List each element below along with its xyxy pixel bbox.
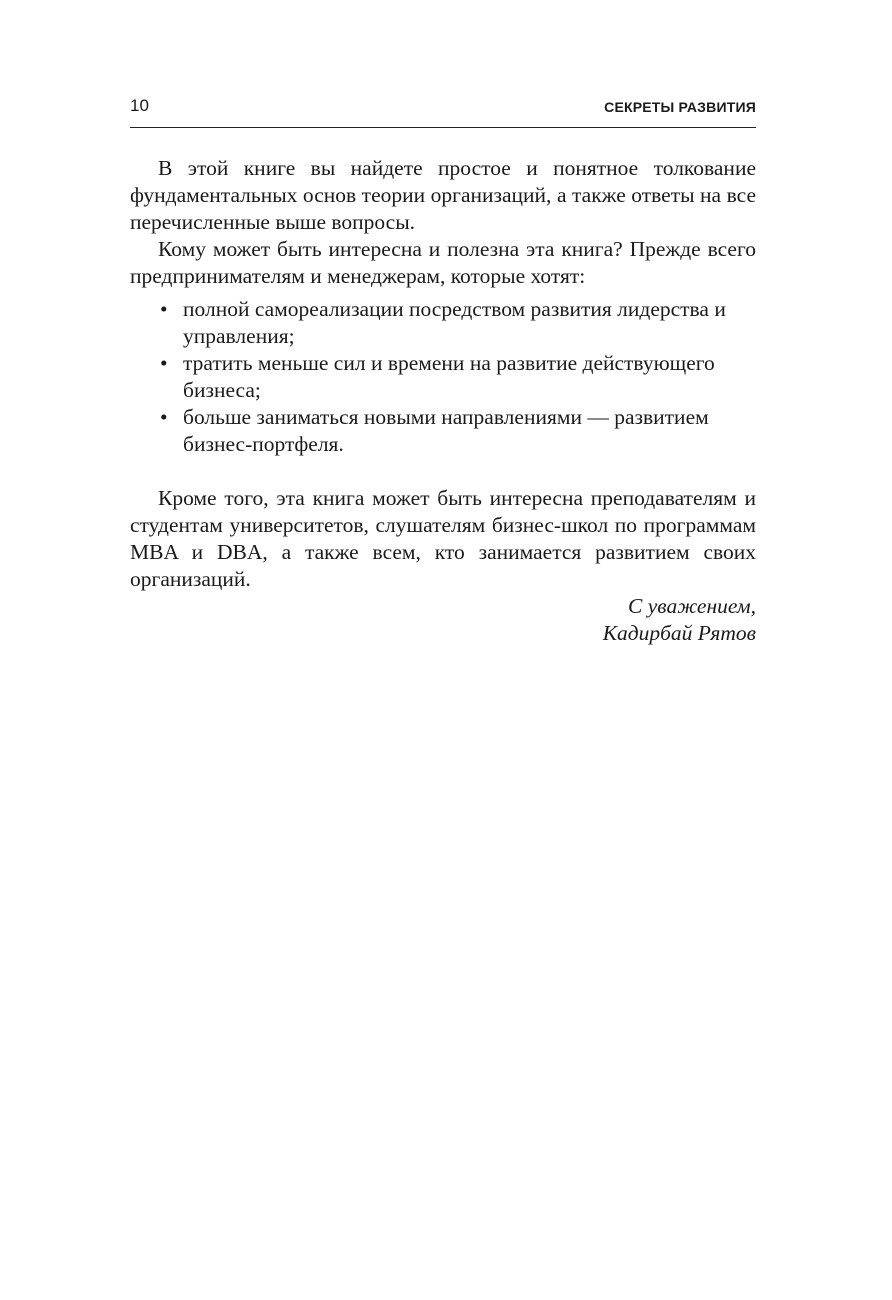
bullet-icon: • [160,297,168,321]
page-body [130,155,756,647]
bullet-icon: • [160,351,168,375]
page-number: 10 [130,96,149,115]
paragraph-spacer [130,458,756,485]
paragraph-intro: В этой книге вы найдете простое и понятное толкование фундаментальных основ теории организаций, а также ответы на все перечисленные выше вопросы. [130,156,756,234]
signature-regards: С уважением, [628,594,756,618]
header-divider [130,127,756,128]
signature-author: Кадирбай Рятов [602,621,756,645]
list-item-text: полной самореализации посредством развития лидерства и управления; [183,297,726,348]
list-item [130,296,756,350]
paragraph-also: Кроме того, эта книга может быть интересна преподавателям и студентам университетов, слушателям бизнес-школ по программам MBA и DBA, а также всем, кто занимается развитием своих организаций. [130,486,756,591]
list-item-text: тратить меньше сил и времени на развитие действующего бизнеса; [183,351,715,402]
list-item-text: больше заниматься новыми направлениями — развитием бизнес-портфеля. [183,405,709,456]
bullet-list [130,296,756,458]
list-item [130,350,756,404]
running-title: СЕКРЕТЫ РАЗВИТИЯ [604,99,756,115]
bullet-icon: • [160,405,168,429]
paragraph-audience: Кому может быть интересна и полезна эта книга? Прежде всего предпринимателям и менеджерам, которые хотят: [130,237,756,288]
running-header [130,96,756,118]
list-item [130,404,756,458]
